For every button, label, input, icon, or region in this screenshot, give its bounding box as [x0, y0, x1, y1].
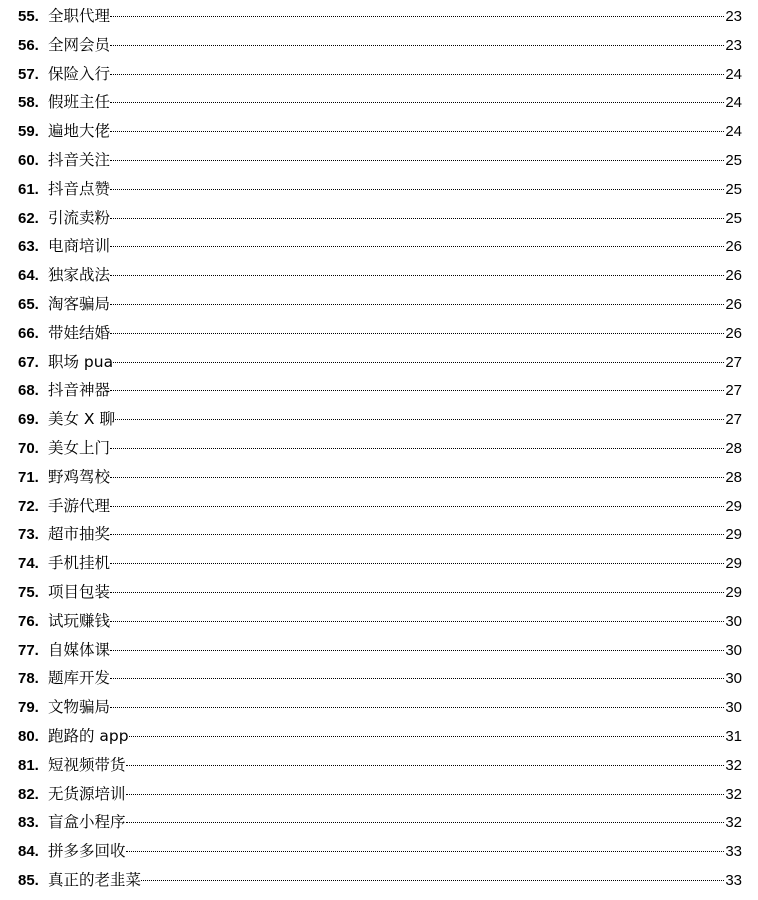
toc-entry-number: 71. — [18, 468, 39, 486]
toc-entry[interactable] — [18, 117, 742, 146]
toc-entry-page-number: 30 — [725, 670, 742, 688]
toc-entry-page-number: 29 — [725, 497, 742, 515]
dot-leader — [110, 275, 724, 276]
table-of-contents — [18, 2, 742, 895]
toc-entry[interactable] — [18, 463, 742, 492]
toc-entry-page-number: 28 — [725, 439, 742, 457]
toc-entry-title[interactable]: 项目包装 — [48, 582, 111, 601]
toc-entry-page-number: 23 — [725, 8, 742, 25]
toc-entry-number: 75. — [18, 583, 39, 601]
toc-entry-title[interactable]: 题库开发 — [48, 669, 111, 688]
dot-leader — [126, 794, 725, 795]
toc-entry-page-number: 27 — [725, 382, 742, 400]
toc-entry-page-number: 24 — [725, 65, 742, 83]
toc-entry-title[interactable]: 独家战法 — [48, 266, 111, 285]
toc-entry-number: 83. — [18, 814, 39, 832]
toc-entry[interactable] — [18, 722, 742, 751]
toc-entry-page-number: 26 — [725, 267, 742, 285]
dot-leader — [126, 851, 725, 852]
dot-leader — [110, 621, 724, 622]
toc-entry-title[interactable]: 试玩赚钱 — [48, 611, 111, 630]
dot-leader — [113, 362, 724, 363]
toc-entry-number: 82. — [18, 785, 39, 803]
dot-leader — [110, 534, 724, 535]
toc-entry-title[interactable]: 文物骗局 — [48, 698, 111, 717]
toc-entry-page-number: 30 — [725, 612, 742, 630]
toc-entry[interactable] — [18, 693, 742, 722]
toc-entry-title[interactable]: 电商培训 — [48, 237, 111, 256]
dot-leader — [110, 390, 724, 391]
toc-entry-number: 60. — [18, 151, 39, 169]
toc-entry-number: 77. — [18, 641, 39, 659]
toc-entry-number: 85. — [18, 871, 39, 889]
toc-entry-number: 74. — [18, 555, 39, 573]
toc-entry-number: 76. — [18, 612, 39, 630]
dot-leader — [129, 736, 725, 737]
toc-entry[interactable] — [18, 751, 742, 780]
toc-entry[interactable] — [18, 866, 742, 895]
toc-entry-page-number: 24 — [725, 94, 742, 112]
toc-entry-title[interactable]: 无货源培训 — [48, 784, 126, 803]
toc-entry[interactable] — [18, 204, 742, 233]
dot-leader — [110, 506, 724, 507]
toc-entry-title[interactable]: 野鸡驾校 — [48, 467, 111, 486]
dot-leader — [110, 45, 724, 46]
toc-entry-number: 66. — [18, 324, 39, 342]
toc-entry-number: 63. — [18, 238, 39, 256]
toc-entry-number: 67. — [18, 353, 39, 371]
toc-entry[interactable] — [18, 376, 742, 405]
toc-entry-number: 56. — [18, 36, 39, 54]
dot-leader — [110, 131, 724, 132]
dot-leader — [110, 16, 724, 17]
toc-entry-title[interactable]: 手游代理 — [48, 496, 111, 515]
toc-entry-page-number: 29 — [725, 583, 742, 601]
toc-entry[interactable] — [18, 88, 742, 117]
toc-entry-number: 70. — [18, 439, 39, 457]
toc-entry-page-number: 30 — [725, 641, 742, 659]
toc-entry-number: 69. — [18, 411, 39, 429]
toc-entry-title[interactable]: 保险入行 — [48, 64, 111, 83]
toc-entry-title[interactable]: 抖音神器 — [48, 381, 111, 400]
toc-entry[interactable] — [18, 664, 742, 693]
toc-entry-page-number: 26 — [725, 238, 742, 256]
toc-entry-title[interactable]: 短视频带货 — [48, 755, 126, 774]
toc-entry[interactable] — [18, 290, 742, 319]
toc-entry[interactable] — [18, 837, 742, 866]
toc-entry[interactable] — [18, 434, 742, 463]
toc-entry-title[interactable]: 拼多多回收 — [48, 842, 126, 861]
toc-entry-page-number: 32 — [725, 814, 742, 832]
toc-entry[interactable] — [18, 348, 742, 377]
dot-leader — [110, 189, 724, 190]
toc-entry-page-number: 33 — [725, 871, 742, 889]
dot-leader — [115, 419, 724, 420]
toc-entry-page-number: 33 — [725, 843, 742, 861]
toc-entry-number: 58. — [18, 94, 39, 112]
toc-entry-number: 78. — [18, 670, 39, 688]
dot-leader — [110, 707, 724, 708]
toc-entry-number: 62. — [18, 209, 39, 227]
toc-entry-number: 61. — [18, 180, 39, 198]
toc-entry-page-number: 28 — [725, 468, 742, 486]
toc-entry[interactable] — [18, 578, 742, 607]
dot-leader — [110, 592, 724, 593]
toc-entry-page-number: 23 — [725, 36, 742, 54]
toc-entry[interactable] — [18, 60, 742, 89]
toc-entry-number: 72. — [18, 497, 39, 515]
toc-entry-title[interactable]: 假班主任 — [48, 93, 111, 112]
toc-entry-page-number: 25 — [725, 180, 742, 198]
toc-entry[interactable] — [18, 405, 742, 434]
toc-entry-page-number: 30 — [725, 699, 742, 717]
toc-entry-number: 59. — [18, 123, 39, 141]
toc-entry[interactable] — [18, 636, 742, 665]
dot-leader — [110, 650, 724, 651]
dot-leader — [110, 218, 724, 219]
toc-entry-number: 84. — [18, 843, 39, 861]
toc-entry[interactable] — [18, 808, 742, 837]
toc-entry-number: 68. — [18, 382, 39, 400]
toc-entry-page-number: 26 — [725, 324, 742, 342]
toc-entry-page-number: 29 — [725, 526, 742, 544]
toc-entry[interactable] — [18, 175, 742, 204]
toc-entry-page-number: 29 — [725, 555, 742, 573]
toc-entry-title[interactable]: 美女上门 — [48, 438, 111, 457]
toc-entry-page-number: 26 — [725, 295, 742, 313]
toc-entry-title[interactable]: 盲盒小程序 — [48, 813, 126, 832]
toc-entry-number: 65. — [18, 295, 39, 313]
toc-entry[interactable] — [18, 31, 742, 60]
toc-entry-number: 80. — [18, 727, 39, 745]
toc-entry[interactable] — [18, 232, 742, 261]
dot-leader — [110, 304, 724, 305]
dot-leader — [110, 74, 724, 75]
dot-leader — [110, 160, 724, 161]
toc-entry-number: 57. — [18, 65, 39, 83]
toc-entry-number: 55. — [18, 8, 39, 25]
toc-entry[interactable] — [18, 549, 742, 578]
toc-entry-title[interactable]: 真正的老韭菜 — [48, 870, 142, 889]
toc-entry-title[interactable]: 全职代理 — [48, 7, 111, 25]
toc-entry[interactable] — [18, 607, 742, 636]
toc-entry-title[interactable]: 手机挂机 — [48, 554, 111, 573]
toc-entry[interactable] — [18, 146, 742, 175]
toc-entry[interactable] — [18, 520, 742, 549]
toc-entry-title[interactable]: 遍地大佬 — [48, 122, 111, 141]
dot-leader — [141, 880, 724, 881]
toc-entry[interactable] — [18, 780, 742, 809]
toc-entry-page-number: 24 — [725, 123, 742, 141]
toc-entry-title[interactable]: 跑路的 app — [48, 726, 129, 745]
toc-entry-title[interactable]: 美女 X 聊 — [48, 410, 115, 429]
dot-leader — [110, 246, 724, 247]
toc-entry-number: 73. — [18, 526, 39, 544]
dot-leader — [110, 678, 724, 679]
dot-leader — [110, 102, 724, 103]
toc-entry-page-number: 32 — [725, 756, 742, 774]
toc-entry[interactable] — [18, 2, 742, 31]
dot-leader — [110, 563, 724, 564]
toc-entry-page-number: 27 — [725, 353, 742, 371]
toc-entry[interactable] — [18, 319, 742, 348]
dot-leader — [126, 822, 725, 823]
toc-entry-page-number: 25 — [725, 151, 742, 169]
toc-entry-number: 79. — [18, 699, 39, 717]
toc-entry-title[interactable]: 全网会员 — [48, 35, 111, 54]
toc-entry-title[interactable]: 抖音关注 — [48, 150, 111, 169]
dot-leader — [110, 333, 724, 334]
toc-entry-title[interactable]: 抖音点赞 — [48, 179, 111, 198]
dot-leader — [126, 765, 725, 766]
toc-entry-page-number: 31 — [725, 727, 742, 745]
toc-entry-page-number: 32 — [725, 785, 742, 803]
toc-entry-title[interactable]: 引流卖粉 — [48, 208, 111, 227]
toc-entry-title[interactable]: 淘客骗局 — [48, 294, 111, 313]
toc-entry-number: 64. — [18, 267, 39, 285]
toc-entry-title[interactable]: 超市抽奖 — [48, 525, 111, 544]
toc-entry-title[interactable]: 自媒体课 — [48, 640, 111, 659]
toc-entry-title[interactable]: 职场 pua — [48, 352, 114, 371]
toc-entry-page-number: 25 — [725, 209, 742, 227]
dot-leader — [110, 448, 724, 449]
toc-entry[interactable] — [18, 492, 742, 521]
toc-entry-number: 81. — [18, 756, 39, 774]
dot-leader — [110, 477, 724, 478]
toc-entry[interactable] — [18, 261, 742, 290]
toc-entry-title[interactable]: 带娃结婚 — [48, 323, 111, 342]
toc-entry-page-number: 27 — [725, 411, 742, 429]
